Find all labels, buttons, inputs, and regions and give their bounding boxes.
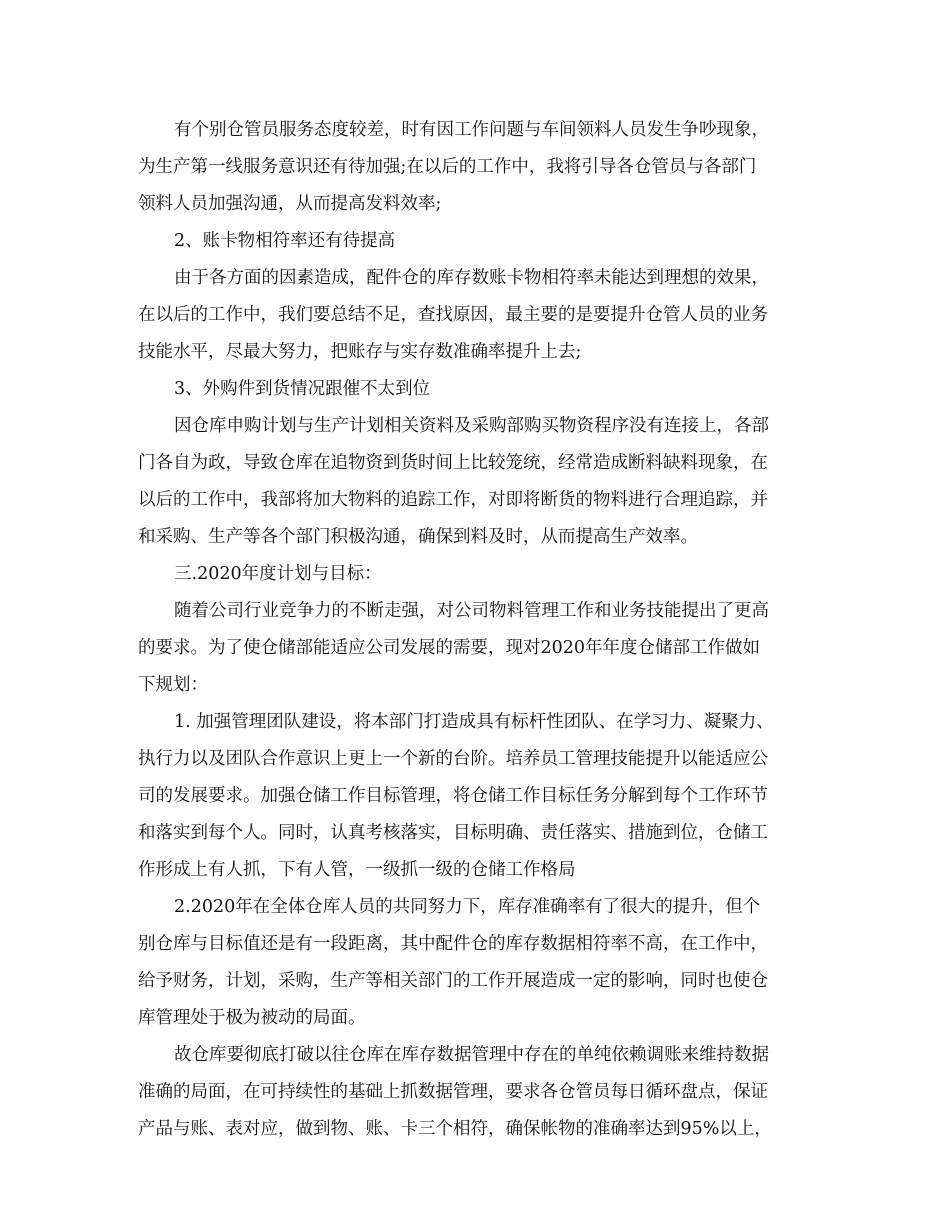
paragraph-line: 在以后的工作中，我们要总结不足，查找原因，最主要的是要提升仓管人员的业务 — [138, 305, 768, 325]
paragraph-line: 和落实到每个人。同时，认真考核落实，目标明确、责任落实、措施到位，仓储工 — [138, 823, 768, 843]
paragraph-line: 产品与账、表对应，做到物、账、卡三个相符，确保帐物的准确率达到95%以上， — [138, 1119, 772, 1139]
paragraph-line: 故仓库要彻底打破以往仓库在库存数据管理中存在的单纯依赖调账来维持数据 — [174, 1045, 769, 1065]
paragraph-line: 为生产第一线服务意识还有待加强;在以后的工作中，我将引导各仓管员与各部门 — [138, 157, 757, 177]
paragraph-line: 有个别仓管员服务态度较差，时有因工作问题与车间领料人员发生争吵现象， — [174, 120, 769, 140]
paragraph-line: 门各自为政，导致仓库在追物资到货时间上比较笼统，经常造成断料缺料现象，在 — [138, 453, 768, 473]
paragraph-line: 执行力以及团队合作意识上更上一个新的台阶。培养员工管理技能提升以能适应公 — [138, 749, 768, 769]
paragraph-line: 给予财务，计划，采购，生产等相关部门的工作开展造成一定的影响，同时也使仓 — [138, 971, 768, 991]
paragraph-line: 随着公司行业竞争力的不断走强，对公司物料管理工作和业务技能提出了更高 — [174, 601, 769, 621]
paragraph-line: 因仓库申购计划与生产计划相关资料及采购部购买物资程序没有连接上，各部 — [174, 416, 769, 436]
paragraph-line: 别仓库与目标值还是有一段距离，其中配件仓的库存数据相符率不高，在工作中， — [138, 934, 768, 954]
paragraph-line: 由于各方面的因素造成，配件仓的库存数账卡物相符率未能达到理想的效果， — [174, 268, 769, 288]
paragraph-line: 库管理处于极为被动的局面。 — [138, 1008, 366, 1028]
paragraph-line: 领料人员加强沟通，从而提高发料效率; — [138, 194, 442, 214]
paragraph-line: 1. 加强管理团队建设，将本部门打造成具有标杆性团队、在学习力、凝聚力、 — [174, 712, 774, 732]
paragraph-line: 司的发展要求。加强仓储工作目标管理，将仓储工作目标任务分解到每个工作环节 — [138, 786, 768, 806]
paragraph-line: 的要求。为了使仓储部能适应公司发展的需要，现对2020年年度仓储部工作做如 — [138, 638, 761, 658]
paragraph-line: 准确的局面，在可持续性的基础上抓数据管理，要求各仓管员每日循环盘点，保证 — [138, 1082, 768, 1102]
section-heading: 2、账卡物相符率还有待提高 — [174, 231, 396, 251]
paragraph-line: 和采购、生产等各个部门积极沟通，确保到料及时，从而提高生产效率。 — [138, 527, 698, 547]
section-heading: 3、外购件到货情况跟催不太到位 — [174, 379, 431, 399]
paragraph-line: 作形成上有人抓，下有人管，一级抓一级的仓储工作格局 — [138, 860, 576, 880]
paragraph-line: 下规划： — [138, 675, 208, 695]
paragraph-line: 以后的工作中，我部将加大物料的追踪工作，对即将断货的物料进行合理追踪，并 — [138, 490, 768, 510]
section-heading: 三.2020年度计划与目标： — [174, 564, 382, 584]
paragraph-line: 2.2020年在全体仓库人员的共同努力下，库存准确率有了很大的提升，但个 — [174, 897, 761, 917]
paragraph-line: 技能水平，尽最大努力，把账存与实存数准确率提升上去; — [138, 342, 582, 362]
